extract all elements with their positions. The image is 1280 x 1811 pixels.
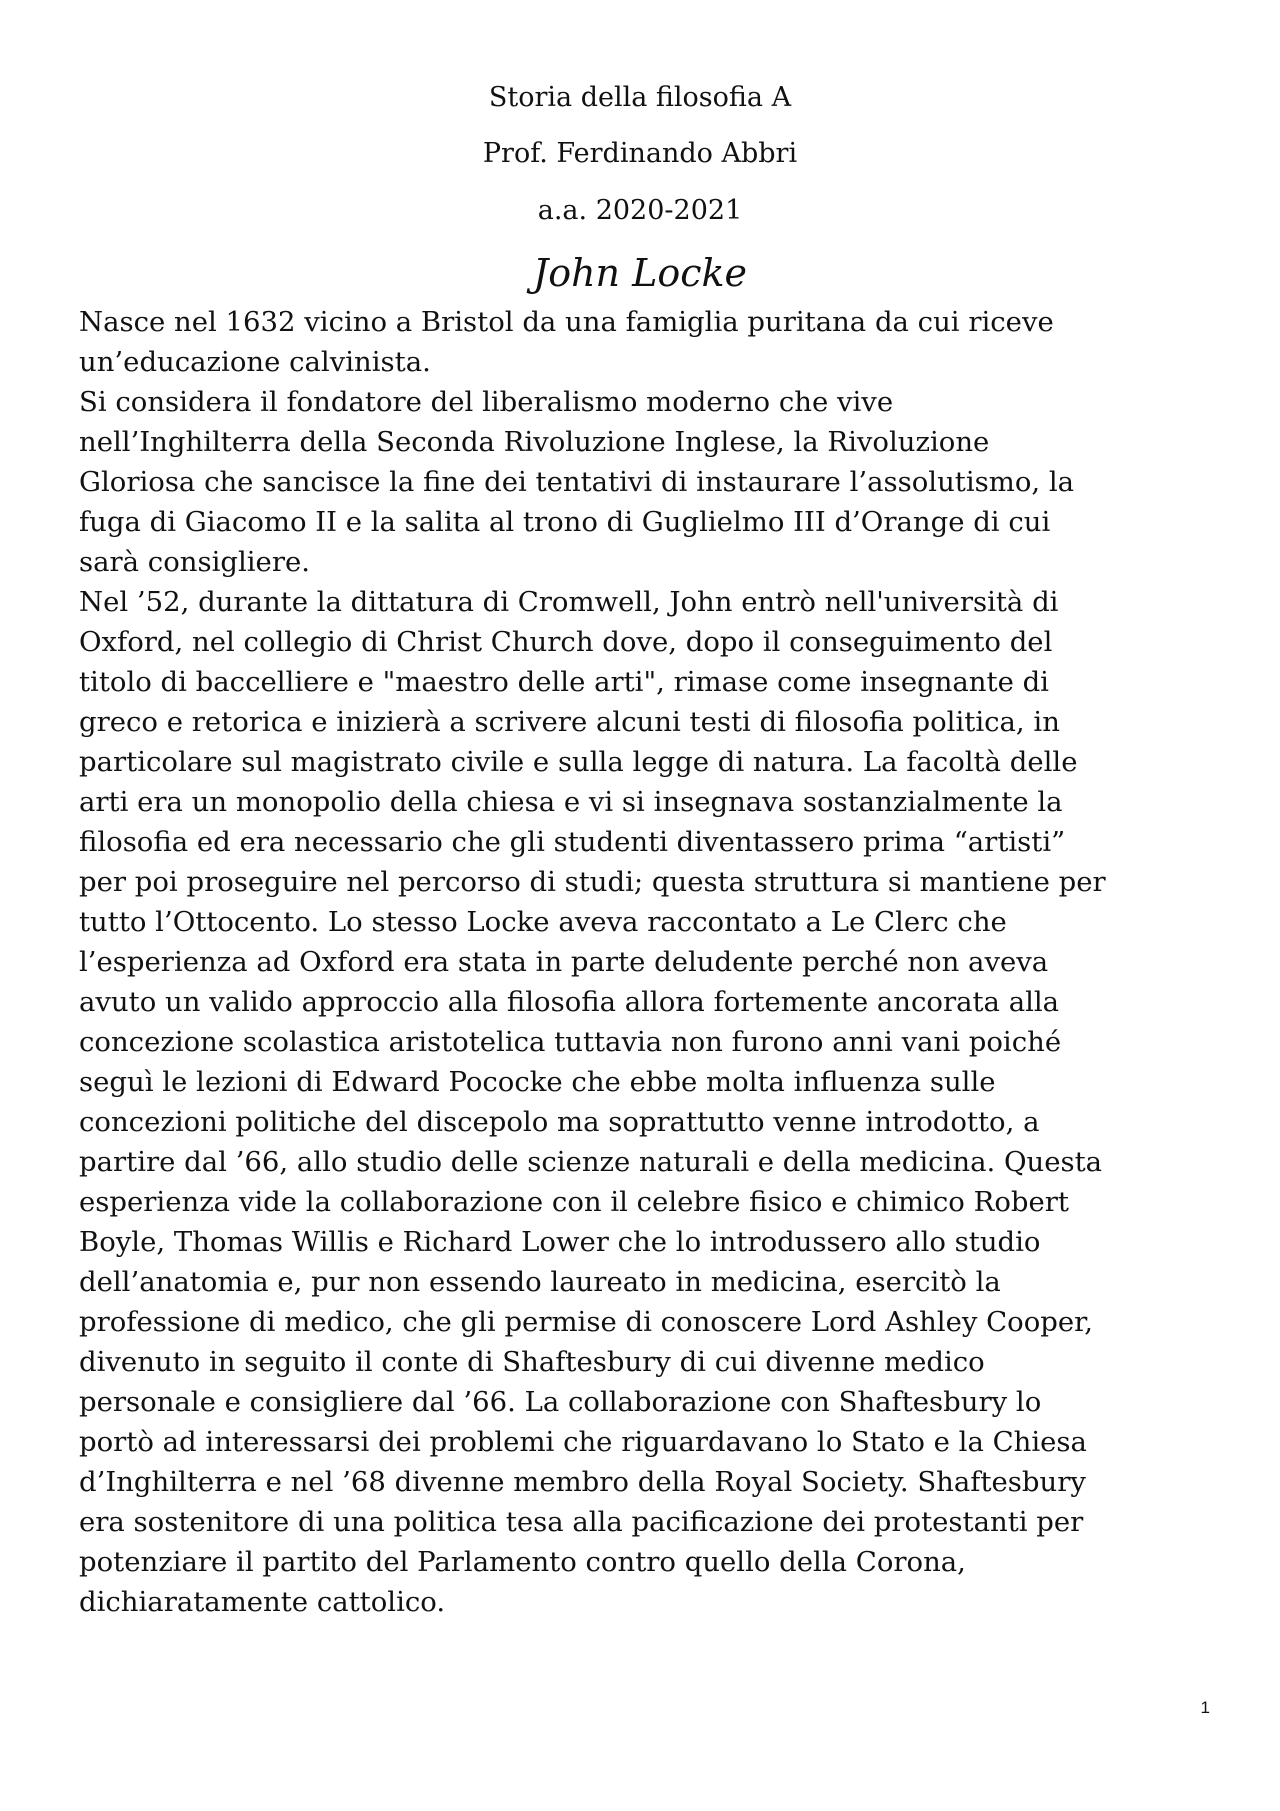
body-line: Nel ’52, durante la dittatura di Cromwell, John entrò nell'università di — [79, 586, 1059, 618]
academic-year: a.a. 2020-2021 — [537, 195, 743, 226]
page-number: 1 — [1200, 1698, 1210, 1717]
body-line: dell’anatomia e, pur non essendo laureato in medicina, esercitò la — [79, 1266, 1001, 1298]
body-line: titolo di baccelliere e "maestro delle arti", rimase come insegnante di — [79, 666, 1049, 698]
body-line: Nasce nel 1632 vicino a Bristol da una famiglia puritana da cui riceve — [79, 306, 1054, 338]
body-line: Gloriosa che sancisce la fine dei tentativi di instaurare l’assolutismo, la — [79, 466, 1075, 498]
body-line: un’educazione calvinista. — [79, 346, 431, 378]
body-line: arti era un monopolio della chiesa e vi si insegnava sostanzialmente la — [79, 786, 1063, 818]
document-title: John Locke — [532, 251, 748, 295]
body-line: dichiaratamente cattolico. — [79, 1586, 446, 1618]
body-line: particolare sul magistrato civile e sulla legge di natura. La facoltà delle — [79, 746, 1078, 778]
body-line: d’Inghilterra e nel ’68 divenne membro della Royal Society. Shaftesbury — [79, 1466, 1086, 1498]
body-line: avuto un valido approccio alla filosofia allora fortemente ancorata alla — [79, 986, 1060, 1018]
body-line: nell’Inghilterra della Seconda Rivoluzione Inglese, la Rivoluzione — [79, 426, 990, 458]
body-line: sarà consigliere. — [79, 546, 310, 578]
body-line: seguì le lezioni di Edward Pococke che ebbe molta influenza sulle — [79, 1066, 996, 1098]
course-title: Storia della filosofia A — [488, 82, 792, 113]
body-line: partire dal ’66, allo studio delle scienze naturali e della medicina. Questa — [79, 1146, 1103, 1178]
body-line: concezioni politiche del discepolo ma soprattutto venne introdotto, a — [79, 1106, 1040, 1138]
body-line: filosofia ed era necessario che gli studenti diventassero prima “artisti” — [79, 826, 1066, 858]
body-line: portò ad interessarsi dei problemi che riguardavano lo Stato e la Chiesa — [79, 1426, 1087, 1458]
body-line: era sostenitore di una politica tesa alla pacificazione dei protestanti per — [79, 1506, 1084, 1538]
body-line: divenuto in seguito il conte di Shaftesbury di cui divenne medico — [79, 1346, 985, 1378]
body-line: l’esperienza ad Oxford era stata in parte deludente perché non aveva — [79, 946, 1049, 978]
body-line: Oxford, nel collegio di Christ Church dove, dopo il conseguimento del — [79, 626, 1053, 658]
body-line: greco e retorica e inizierà a scrivere alcuni testi di filosofia politica, in — [79, 706, 1060, 738]
body-line: potenziare il partito del Parlamento contro quello della Corona, — [79, 1546, 966, 1578]
body-line: personale e consigliere dal ’66. La collaborazione con Shaftesbury lo — [79, 1386, 1042, 1418]
body-line: concezione scolastica aristotelica tuttavia non furono anni vani poiché — [79, 1026, 1062, 1058]
body-line: esperienza vide la collaborazione con il celebre fisico e chimico Robert — [79, 1186, 1069, 1218]
body-line: Boyle, Thomas Willis e Richard Lower che lo introdussero allo studio — [79, 1226, 1041, 1258]
body-line: per poi proseguire nel percorso di studi; questa struttura si mantiene per — [79, 866, 1106, 898]
body-line: fuga di Giacomo II e la salita al trono di Guglielmo III d’Orange di cui — [79, 506, 1051, 538]
professor-name: Prof. Ferdinando Abbri — [482, 138, 798, 169]
body-line: Si considera il fondatore del liberalismo moderno che vive — [79, 386, 894, 418]
body-text — [79, 302, 1219, 1622]
body-line: professione di medico, che gli permise di conoscere Lord Ashley Cooper, — [79, 1306, 1094, 1338]
body-line: tutto l’Ottocento. Lo stesso Locke aveva raccontato a Le Clerc che — [79, 906, 1007, 938]
